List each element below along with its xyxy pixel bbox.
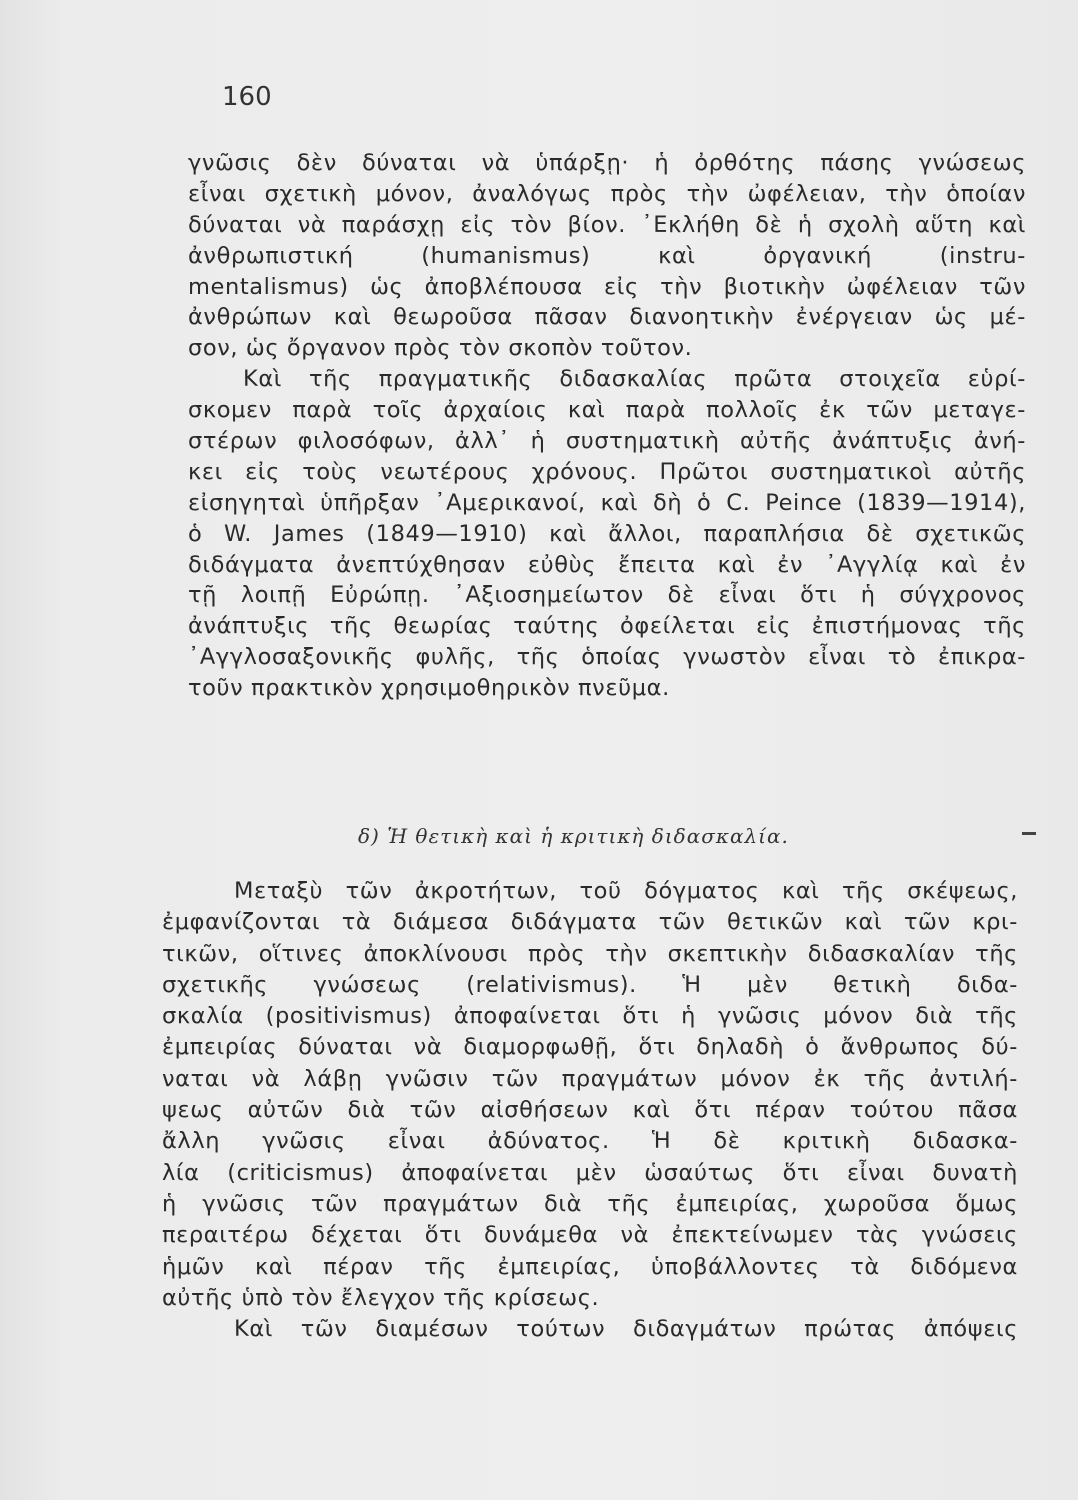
text-line: τοῦν πρακτικὸν χρησιμοθηρικὸν πνεῦμα. [188,675,670,702]
page-number: 160 [222,82,272,112]
text-line: ἡμῶν καὶ πέραν τῆς ἐμπειρίας, ὑποβάλλοντες τὰ διδόμενα [162,1253,1018,1280]
text-line: ἐμφανίζονται τὰ διάμεσα διδάγματα τῶν θετικῶν καὶ τῶν κρι- [162,909,1018,936]
text-line: ἡ γνῶσις τῶν πραγμάτων διὰ τῆς ἐμπειρίας, χωροῦσα ὅμως [162,1190,1018,1217]
body-text-top [188,148,1026,704]
text-line: ναται νὰ λάβῃ γνῶσιν τῶν πραγμάτων μόνον ἐκ τῆς ἀντιλή- [162,1065,1018,1092]
text-line: ψεως αὐτῶν διὰ τῶν αἰσθήσεων καὶ ὅτι πέραν τούτου πᾶσα [162,1097,1018,1124]
text-line: ἀνθρωπιστική (humanismus) καὶ ὀργανική (instru- [188,242,1026,269]
text-line: ᾿Αγγλοσαξονικῆς φυλῆς, τῆς ὁποίας γνωστὸν εἶναι τὸ ἐπικρα- [188,644,1026,671]
text-line: κει εἰς τοὺς νεωτέρους χρόνους. Πρῶτοι συστηματικοὶ αὐτῆς [188,458,1026,485]
text-line: ἀνάπτυξις τῆς θεωρίας ταύτης ὀφείλεται εἰς ἐπιστήμονας τῆς [188,613,1026,640]
margin-dash [1022,832,1036,835]
text-line: λία (criticismus) ἀποφαίνεται μὲν ὡσαύτως ὅτι εἶναι δυνατὴ [162,1159,1018,1186]
text-line: τῇ λοιπῇ Εὐρώπῃ. ᾿Αξιοσημείωτον δὲ εἶναι ὅτι ἡ σύγχρονος [188,582,1026,609]
text-line: ἀνθρώπων καὶ θεωροῦσα πᾶσαν διανοητικὴν ἐνέργειαν ὡς μέ- [188,304,1026,331]
text-line: σκαλία (positivismus) ἀποφαίνεται ὅτι ἡ γνῶσις μόνον διὰ τῆς [162,1003,1018,1030]
text-line: mentalismus) ὡς ἀποβλέπουσα εἰς τὴν βιοτικὴν ὠφέλειαν τῶν [188,273,1026,300]
text-line: εἶναι σχετικὴ μόνον, ἀναλόγως πρὸς τὴν ὠφέλειαν, τὴν ὁποίαν [188,180,1026,207]
text-line: Μεταξὺ τῶν ἀκροτήτων, τοῦ δόγματος καὶ τῆς σκέψεως, [234,878,1018,904]
text-line: Καὶ τῆς πραγματικῆς διδασκαλίας πρῶτα στοιχεῖα εὑρί- [243,366,1026,393]
text-line: σχετικῆς γνώσεως (relativismus). Ἡ μὲν θετικὴ διδα- [162,971,1018,998]
text-line: περαιτέρω δέχεται ὅτι δυνάμεθα νὰ ἐπεκτείνωμεν τὰς γνώσεις [162,1222,1018,1249]
text-line: ὁ W. James (1849—1910) καὶ ἄλλοι, παραπλήσια δὲ σχετικῶς [188,520,1026,547]
section-heading: δ) Ἡ θετικὴ καὶ ἡ κριτικὴ διδασκαλία. [358,824,789,848]
text-line: διδάγματα ἀνεπτύχθησαν εὐθὺς ἔπειτα καὶ ἐν ᾿Αγγλίᾳ καὶ ἐν [188,551,1026,578]
text-line: ἐμπειρίας δύναται νὰ διαμορφωθῇ, ὅτι δηλαδὴ ὁ ἄνθρωπος δύ- [162,1034,1018,1061]
text-line: σκομεν παρὰ τοῖς ἀρχαίοις καὶ παρὰ πολλοῖς ἐκ τῶν μεταγε- [188,397,1026,424]
text-line: τικῶν, οἵτινες ἀποκλίνουσι πρὸς τὴν σκεπτικὴν διδασκαλίαν τῆς [162,940,1018,967]
text-line: δύναται νὰ παράσχῃ εἰς τὸν βίον. ᾿Εκλήθη δὲ ἡ σχολὴ αὕτη καὶ [188,211,1026,238]
text-line: στέρων φιλοσόφων, ἀλλ᾿ ἡ συστηματικὴ αὐτῆς ἀνάπτυξις ἀνή- [188,428,1026,455]
body-text-bottom [162,876,1018,1345]
text-line: Καὶ τῶν διαμέσων τούτων διδαγμάτων πρώτας ἀπόψεις [234,1316,1018,1343]
text-line: γνῶσις δὲν δύναται νὰ ὑπάρξῃ· ἡ ὀρθότης πάσης γνώσεως [188,150,1026,176]
text-line: ἄλλη γνῶσις εἶναι ἀδύνατος. Ἡ δὲ κριτικὴ διδασκα- [162,1128,1018,1155]
text-line: εἰσηγηταὶ ὑπῆρξαν ᾿Αμερικανοί, καὶ δὴ ὁ C. Peince (1839—1914), [188,489,1026,516]
text-line: σον, ὡς ὄργανον πρὸς τὸν σκοπὸν τοῦτον. [188,335,693,362]
text-line: αὐτῆς ὑπὸ τὸν ἔλεγχον τῆς κρίσεως. [162,1284,600,1311]
